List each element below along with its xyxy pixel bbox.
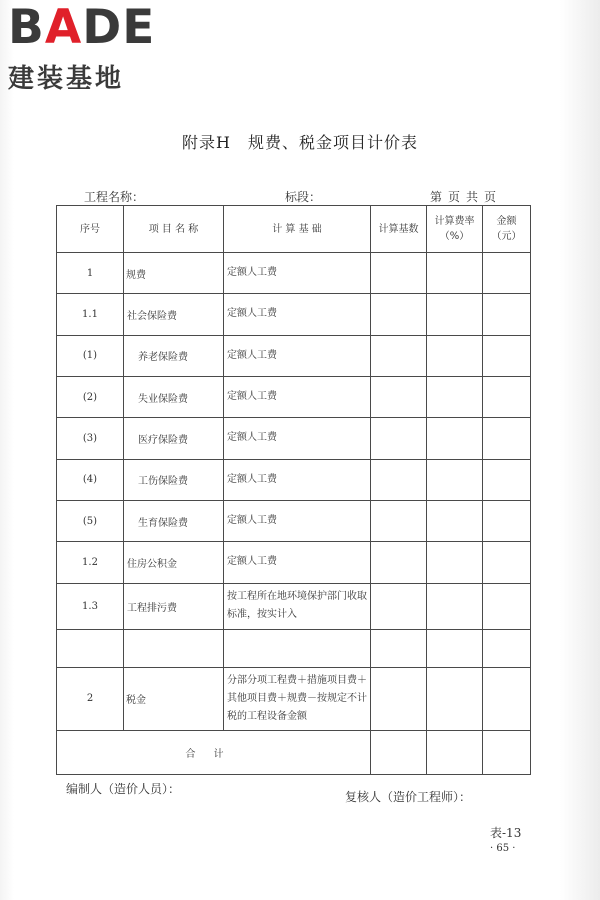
- total-label: 合计: [57, 730, 371, 774]
- cell-name: 医疗保险费: [124, 418, 224, 459]
- cell-amount: [483, 376, 531, 417]
- cell-base-amount: [371, 629, 427, 667]
- cell-amount: [483, 335, 531, 376]
- col-header-name: 项 目 名 称: [124, 206, 224, 253]
- cell-basis: 定额人工费: [224, 459, 371, 500]
- cell-base-amount: [371, 335, 427, 376]
- cell-base-amount: [371, 500, 427, 541]
- cell-amount: [483, 418, 531, 459]
- cell-name: 养老保险费: [124, 335, 224, 376]
- cell-base-amount: [371, 294, 427, 335]
- table-row-empty: [57, 629, 531, 667]
- logo-subtitle: 建装基地: [8, 64, 125, 94]
- table-row: [57, 459, 531, 500]
- cell-rate: [427, 335, 483, 376]
- cell-base-amount: [371, 253, 427, 294]
- cell-base-amount: [371, 376, 427, 417]
- cell-basis: 分部分项工程费＋措施项目费＋其他项目费＋规费－按规定不计税的工程设备金额: [224, 668, 371, 730]
- logo-brand-b: B: [8, 0, 45, 55]
- form-number: 表-13: [490, 826, 522, 840]
- cell-no: (2): [57, 376, 124, 417]
- col-header-basis: 计 算 基 础: [224, 206, 371, 253]
- cell-base-amount: [371, 459, 427, 500]
- cell-base-amount: [371, 730, 427, 774]
- logo-brand-de: DE: [82, 0, 156, 55]
- table-row: [57, 500, 531, 541]
- project-name-label: 工程名称：: [84, 190, 145, 204]
- section-label: 标段：: [285, 190, 322, 204]
- document-title: 附录H 规费、税金项目计价表: [182, 133, 418, 152]
- cell-no: (1): [57, 335, 124, 376]
- fees-table: [56, 205, 531, 775]
- cell-amount: [483, 730, 531, 774]
- logo: [8, 0, 178, 95]
- cell-amount: [483, 629, 531, 667]
- cell-no: (3): [57, 418, 124, 459]
- cell-basis: 定额人工费: [224, 376, 371, 417]
- cell-no: 1: [57, 253, 124, 294]
- cell-amount: [483, 583, 531, 629]
- cell-name: 规费: [124, 253, 224, 294]
- cell-amount: [483, 500, 531, 541]
- cell-name: [124, 629, 224, 667]
- cell-name: 生育保险费: [124, 500, 224, 541]
- cell-name: 工伤保险费: [124, 459, 224, 500]
- col-header-base-amount: 计算基数: [371, 206, 427, 253]
- page-number: · 65 ·: [490, 843, 516, 854]
- cell-rate: [427, 500, 483, 541]
- cell-name: 税金: [124, 668, 224, 730]
- cell-basis: 定额人工费: [224, 253, 371, 294]
- table-row: [57, 335, 531, 376]
- compiler-label: 编制人（造价人员）：: [66, 782, 181, 796]
- cell-basis: 定额人工费: [224, 542, 371, 583]
- cell-rate: [427, 668, 483, 730]
- col-header-no: 序号: [57, 206, 124, 253]
- cell-basis: [224, 629, 371, 667]
- table-row: [57, 583, 531, 629]
- cell-basis: 定额人工费: [224, 500, 371, 541]
- cell-basis: 按工程所在地环境保护部门收取标准，按实计入: [224, 583, 371, 629]
- table-row: [57, 294, 531, 335]
- cell-amount: [483, 459, 531, 500]
- reviewer-label: 复核人（造价工程师）：: [345, 790, 472, 804]
- cell-amount: [483, 294, 531, 335]
- cell-amount: [483, 668, 531, 730]
- table-row: [57, 668, 531, 730]
- cell-no: [57, 629, 124, 667]
- cell-rate: [427, 459, 483, 500]
- table-row: [57, 542, 531, 583]
- cell-rate: [427, 629, 483, 667]
- cell-rate: [427, 730, 483, 774]
- cell-name: 住房公积金: [124, 542, 224, 583]
- cell-no: (5): [57, 500, 124, 541]
- cell-basis: 定额人工费: [224, 294, 371, 335]
- cell-name: 工程排污费: [124, 583, 224, 629]
- table-header-row: [57, 206, 531, 253]
- cell-name: 失业保险费: [124, 376, 224, 417]
- col-header-rate: 计算费率（%）: [427, 206, 483, 253]
- cell-no: 1.2: [57, 542, 124, 583]
- cell-amount: [483, 253, 531, 294]
- cell-base-amount: [371, 583, 427, 629]
- table-row: [57, 253, 531, 294]
- cell-rate: [427, 294, 483, 335]
- cell-no: 2: [57, 668, 124, 730]
- cell-rate: [427, 376, 483, 417]
- cell-base-amount: [371, 418, 427, 459]
- cell-name: 社会保险费: [124, 294, 224, 335]
- cell-basis: 定额人工费: [224, 418, 371, 459]
- cell-base-amount: [371, 542, 427, 583]
- cell-rate: [427, 542, 483, 583]
- cell-rate: [427, 253, 483, 294]
- cell-no: 1.3: [57, 583, 124, 629]
- logo-brand-a: A: [44, 0, 83, 55]
- page-count-label: 第页共页: [430, 190, 503, 204]
- cell-rate: [427, 583, 483, 629]
- table-total-row: [57, 730, 531, 774]
- table-row: [57, 418, 531, 459]
- table-row: [57, 376, 531, 417]
- cell-rate: [427, 418, 483, 459]
- cell-base-amount: [371, 668, 427, 730]
- logo-brand: [8, 0, 178, 55]
- cell-amount: [483, 542, 531, 583]
- cell-no: (4): [57, 459, 124, 500]
- col-header-amount: 金额（元）: [483, 206, 531, 253]
- cell-basis: 定额人工费: [224, 335, 371, 376]
- cell-no: 1.1: [57, 294, 124, 335]
